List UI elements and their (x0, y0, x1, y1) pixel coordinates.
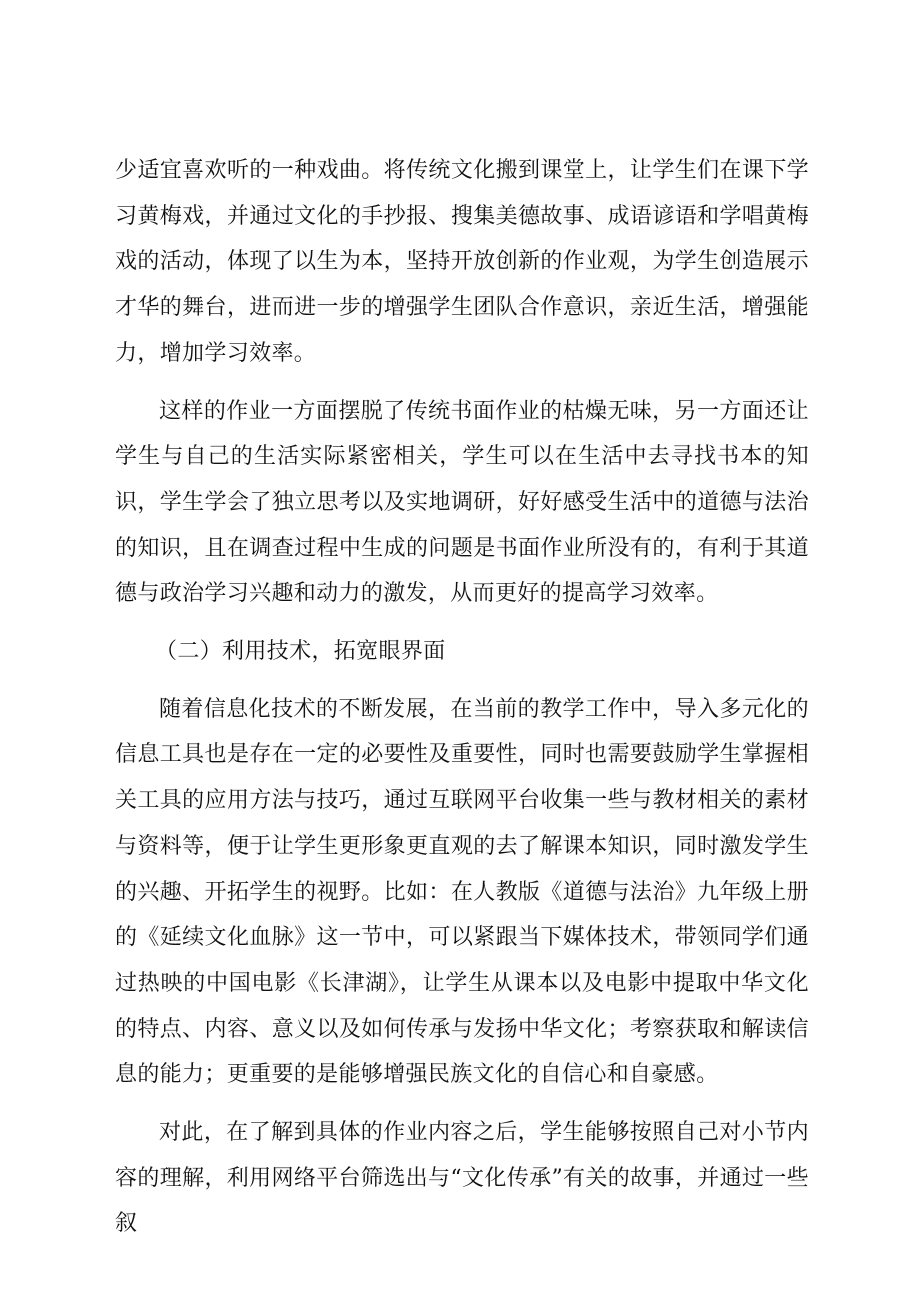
document-body (115, 148, 809, 1247)
paragraph-technology: 随着信息化技术的不断发展，在当前的教学工作中，导入多元化的信息工具也是存在一定的必要性及重要性，同时也需要鼓励学生掌握相关工具的应用方法与技巧，通过互联网平台收集一些与教材相关的素材与资料等，便于让学生更形象更直观的去了解课本知识，同时激发学生的兴趣、开拓学生的视野。比如：在人教版《道德与法治》九年级上册的《延续文化血脉》这一节中，可以紧跟当下媒体技术，带领同学们通过热映的中国电影《长津湖》，让学生从课本以及电影中提取中华文化的特点、内容、意义以及如何传承与发扬中华文化；考察获取和解读信息的能力；更重要的是能够增强民族文化的自信心和自豪感。 (115, 696, 809, 1088)
section-heading: （二）利用技术，拓宽眼界面 (155, 639, 446, 665)
paragraph-continuation: 少适宜喜欢听的一种戏曲。将传统文化搬到课堂上，让学生们在课下学习黄梅戏，并通过文化的手抄报、搜集美德故事、成语谚语和学唱黄梅戏的活动，体现了以生为本，坚持开放创新的作业观，为学生创造展示才华的舞台，进而进一步的增强学生团队合作意识，亲近生活，增强能力，增加学习效率。 (115, 158, 809, 366)
paragraph-network-platform: 对此，在了解到具体的作业内容之后，学生能够按照自己对小节内容的理解，利用网络平台筛选出与“文化传承”有关的故事，并通过一些叙 (115, 1120, 809, 1237)
paragraph-homework-benefits: 这样的作业一方面摆脱了传统书面作业的枯燥无味，另一方面还让学生与自己的生活实际紧密相关，学生可以在生活中去寻找书本的知识，学生学会了独立思考以及实地调研，好好感受生活中的道德与法治的知识，且在调查过程中生成的问题是书面作业所没有的，有利于其道德与政治学习兴趣和动力的激发，从而更好的提高学习效率。 (115, 398, 809, 607)
